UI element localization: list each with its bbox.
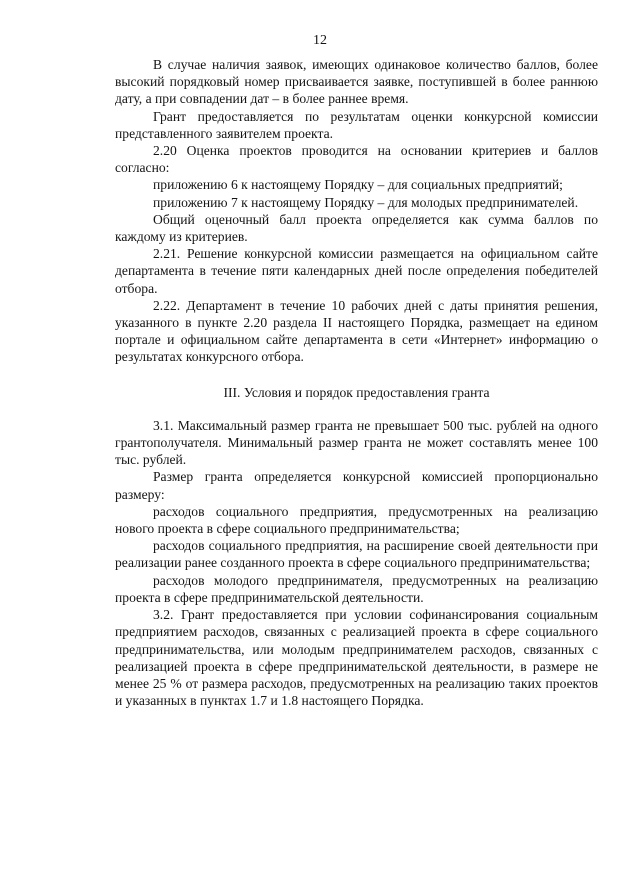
paragraph-2-20: 2.20 Оценка проектов проводится на основании критериев и баллов согласно:	[115, 143, 598, 176]
list-item-young-entrepreneur: расходов молодого предпринимателя, предусмотренных на реализацию проекта в сфере предпринимательской деятельности.	[115, 572, 598, 605]
document-body	[115, 56, 598, 709]
paragraph-equal-scores: В случае наличия заявок, имеющих одинаковое количество баллов, более высокий порядковый номер присваивается заявке, поступившей в более раннюю дату, а при совпадении дат – в более раннее время.	[115, 57, 598, 107]
paragraph-2-22: 2.22. Департамент в течение 10 рабочих дней с даты принятия решения, указанного в пункте 2.20 раздела II настоящего Порядка, размещает на едином портале и официальном сайте департамента в сети «Интернет» информацию о результатах конкурсного отбора.	[115, 297, 598, 365]
paragraph-3-1: 3.1. Максимальный размер гранта не превышает 500 тыс. рублей на одного грантополучателя. Минимальный размер гранта не может составлять менее 100 тыс. рублей.	[115, 417, 598, 468]
list-item-appendix-6: приложению 6 к настоящему Порядку – для социальных предприятий;	[153, 177, 563, 193]
paragraph-grant-size: Размер гранта определяется конкурсной комиссией пропорционально размеру:	[115, 469, 598, 502]
paragraph-total-score: Общий оценочный балл проекта определяется как сумма баллов по каждому из критериев.	[115, 211, 598, 245]
page-number: 12	[313, 33, 327, 48]
paragraph-3-2: 3.2. Грант предоставляется при условии софинансирования социальным предприятием расходов, связанных с реализацией проекта в сфере социального предпринимательства, или молодым предпринимателем расходов, связанных с реализацией проекта в сфере предпринимательской деятельности, в размере не менее 25 % от размера расходов, предусмотренных на реализацию таких проектов и указанных в пунктах 1.7 и 1.8 настоящего Порядка.	[115, 607, 598, 709]
list-item-social-new-project: расходов социального предприятия, предусмотренных на реализацию нового проекта в сфере социального предпринимательства;	[115, 503, 598, 537]
paragraph-2-21: 2.21. Решение конкурсной комиссии размещается на официальном сайте департамента в течение пяти календарных дней после определения победителей отбора.	[115, 246, 598, 296]
list-item-appendix-7: приложению 7 к настоящему Порядку – для молодых предпринимателей.	[153, 194, 579, 210]
section-heading: III. Условия и порядок предоставления гранта	[223, 384, 490, 400]
list-item-social-expansion: расходов социального предприятия, на расширение своей деятельности при реализации ранее созданного проекта в сфере социального предпринимательства;	[115, 538, 598, 571]
paragraph-grant-evaluation: Грант предоставляется по результатам оценки конкурсной комиссии представленного заявителем проекта.	[115, 108, 598, 141]
